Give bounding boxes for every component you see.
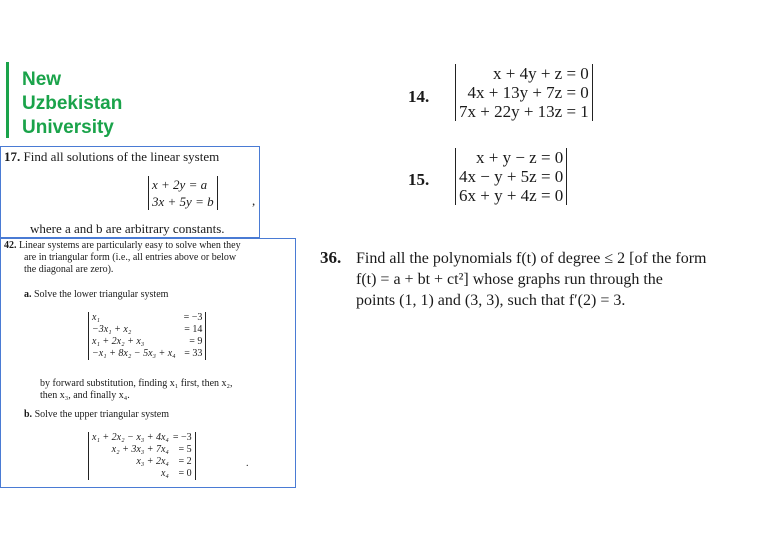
problem-36-number: 36.	[320, 248, 342, 267]
lower-rhs-4: = 33	[184, 348, 203, 359]
problem-15-row-1: x + y − z = 0	[476, 148, 564, 167]
problem-14-system	[455, 64, 593, 121]
problem-42-intro	[4, 240, 294, 276]
problem-17-number: 17.	[4, 149, 21, 164]
problem-14-row-3: 7x + 22y + 13z = 1	[459, 102, 589, 121]
logo-line-2: Uzbekistan	[22, 93, 123, 114]
problem-15-system	[455, 148, 567, 205]
upper-lhs-3: x₃ + 2x₄	[136, 456, 169, 467]
lower-lhs-2: −3x₁ + x₂	[92, 324, 132, 335]
upper-triangular-system	[88, 432, 196, 480]
problem-15-row-2: 4x − y + 5z = 0	[459, 167, 564, 186]
lower-triangular-system	[88, 312, 206, 360]
part-a-text: Solve the lower triangular system	[34, 289, 169, 300]
problem-17-system	[148, 176, 218, 210]
lower-rhs-3: = 9	[189, 336, 203, 347]
part-a-label: a.	[24, 289, 32, 300]
problem-42-number: 42.	[4, 240, 17, 251]
problem-42-part-b	[24, 409, 169, 420]
problem-17-eq-2: 3x + 5y = b	[152, 194, 214, 209]
upper-lhs-2: x₂ + 3x₃ + 7x₄	[111, 444, 169, 455]
problem-14-number: 14.	[408, 87, 430, 106]
logo-line-3: University	[22, 117, 114, 138]
problem-17-note: where a and b are arbitrary constants.	[30, 221, 225, 236]
part-b-label: b.	[24, 409, 33, 420]
logo-line-1: New	[22, 69, 62, 90]
problem-17-comma: ,	[252, 193, 256, 208]
forward-substitution-text	[40, 378, 233, 402]
lower-rhs-2: = 14	[184, 324, 203, 335]
problem-17-eq-1: x + 2y = a	[152, 177, 208, 192]
upper-rhs-1: = −3	[172, 432, 192, 443]
problem-17-heading	[4, 149, 219, 165]
fwd-line-1: by forward substitution, finding x₁ first, then x₂,	[40, 378, 233, 389]
problem-42-intro-1: Linear systems are particularly easy to solve when they	[19, 240, 241, 251]
upper-rhs-2: = 5	[178, 444, 192, 455]
problem-42-intro-2: are in triangular form (i.e., all entries above or below	[24, 252, 237, 263]
problem-15-number: 15.	[408, 170, 430, 189]
lower-lhs-3: x₁ + 2x₂ + x₃	[92, 336, 145, 347]
part-b-text: Solve the upper triangular system	[34, 409, 169, 420]
problem-42-intro-3: the diagonal are zero).	[24, 264, 114, 275]
logo-accent-bar	[6, 62, 9, 138]
upper-lhs-1: x₁ + 2x₂ − x₃ + 4x₄	[92, 432, 169, 443]
lower-rhs-1: = −3	[183, 312, 203, 323]
upper-rhs-3: = 2	[178, 456, 192, 467]
fwd-line-2: then x₃, and finally x₄.	[40, 390, 130, 401]
problem-17-prompt: Find all solutions of the linear system	[23, 149, 220, 164]
lower-lhs-4: −x₁ + 8x₂ − 5x₃ + x₄	[92, 348, 176, 359]
problem-36-line-2: f(t) = a + bt + ct²] whose graphs run through the	[356, 271, 663, 288]
problem-42-part-a	[24, 289, 168, 300]
problem-14-row-1: x + 4y + z = 0	[493, 64, 589, 83]
problem-36-line-3: points (1, 1) and (3, 3), such that f′(2) = 3.	[356, 292, 626, 309]
lower-lhs-1: x₁	[92, 312, 100, 323]
upper-system-period: .	[246, 458, 249, 469]
problem-36-text	[356, 248, 756, 311]
problem-15-row-3: 6x + y + 4z = 0	[459, 186, 564, 205]
problem-36-line-1: Find all the polynomials f(t) of degree ≤ 2 [of the form	[356, 250, 707, 267]
problem-14-row-2: 4x + 13y + 7z = 0	[467, 83, 589, 102]
upper-rhs-4: = 0	[178, 468, 192, 479]
upper-lhs-4: x₄	[160, 468, 169, 479]
